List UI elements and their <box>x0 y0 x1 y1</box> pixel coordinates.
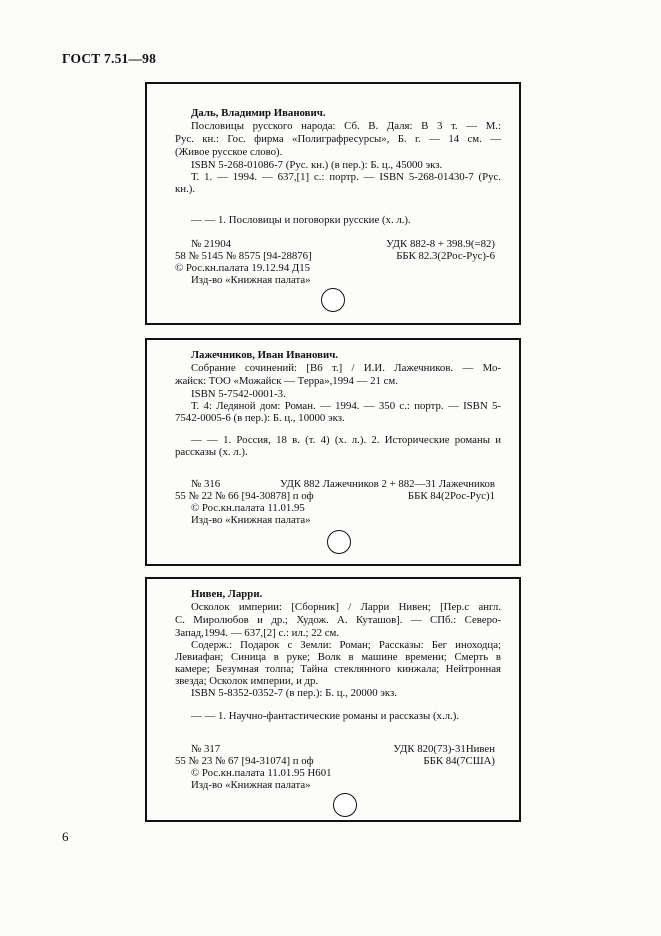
catalog-card-niven <box>145 577 521 822</box>
card-udk: УДК 882-8 + 398.9(=82) <box>386 238 495 250</box>
card-punch-hole <box>333 793 357 817</box>
card-udk: УДК 820(73)-31Нивен <box>393 743 495 755</box>
card-series-row <box>147 755 519 767</box>
card-series-row <box>147 250 519 262</box>
card-number-row <box>147 743 519 755</box>
card-series: 55 № 22 № 66 [94-30878] п оф <box>175 490 314 502</box>
card-description-line: Рус. кн.: Гос. фирма «Полиграфресурсы», Б. г. — 14 см. — <box>175 133 501 145</box>
card-publisher: Изд-во «Книжная палата» <box>191 274 311 286</box>
card-number: № 21904 <box>191 238 231 250</box>
card-heading: Нивен, Ларри. <box>191 588 263 600</box>
card-series: 55 № 23 № 67 [94-31074] п оф <box>175 755 314 767</box>
catalog-card-dal <box>145 82 521 325</box>
card-chamber: © Рос.кн.палата 11.01.95 <box>191 502 305 514</box>
card-description-line: (Живое русское слово). <box>175 146 283 158</box>
card-series-row <box>147 490 519 502</box>
card-heading: Лажечников, Иван Иванович. <box>191 349 338 361</box>
card-contents-line: камере; Безумная толпа; Тайна стеклянного кинжала; Нейтронная <box>175 663 501 675</box>
card-number-row <box>147 238 519 250</box>
card-chamber: © Рос.кн.палата 11.01.95 Н601 <box>191 767 332 779</box>
card-number: № 316 <box>191 478 221 490</box>
card-heading: Даль, Владимир Иванович. <box>191 107 326 119</box>
card-description-line: Пословицы русского народа: Сб. В. Даля: В 3 т. — М.: <box>191 120 501 132</box>
card-isbn-line: ISBN 5-8352-0352-7 (в пер.): Б. ц., 20000 экз. <box>191 687 397 699</box>
card-description-line: жайск: ТОО «Можайск — Терра»,1994 — 21 см. <box>175 375 398 387</box>
standard-header: ГОСТ 7.51—98 <box>62 51 157 66</box>
card-number: № 317 <box>191 743 221 755</box>
card-publisher: Изд-во «Книжная палата» <box>191 514 311 526</box>
card-subjects: — — 1. Россия, 18 в. (т. 4) (х. л.). 2. Исторические романы и <box>191 434 501 446</box>
card-volume-line: кн.). <box>175 183 196 195</box>
card-contents-line: звезда; Осколок империи, и др. <box>175 675 319 687</box>
card-bbk: ББК 82.3(2Рос-Рус)-6 <box>396 250 495 262</box>
card-description-line: С. Миролюбов и др.; Худож. А. Куташов]. — СПб.: Северо- <box>175 614 501 626</box>
card-udk: УДК 882 Лажечников 2 + 882—31 Лажечников <box>279 478 495 490</box>
card-publisher: Изд-во «Книжная палата» <box>191 779 311 791</box>
card-description-line: Осколок империи: [Сборник] / Ларри Нивен; [Пер.с англ. <box>191 601 501 613</box>
card-punch-hole <box>321 288 345 312</box>
card-bbk: ББК 84(7США) <box>423 755 495 767</box>
page-number: 6 <box>62 829 69 844</box>
card-contents-line: Левиафан; Синица в руке; Волк в машине времени; Смерть в <box>175 651 501 663</box>
card-chamber: © Рос.кн.палата 19.12.94 Д15 <box>175 262 311 274</box>
card-volume-line: 7542-0005-6 (в пер.): Б. ц., 10000 экз. <box>175 412 345 424</box>
card-number-row <box>147 478 519 490</box>
card-isbn-line: ISBN 5-268-01086-7 (Рус. кн.) (в пер.): Б. ц., 45000 экз. <box>191 159 443 171</box>
card-bbk: ББК 84(2Рос-Рус)1 <box>407 490 495 502</box>
card-description-line: Запад,1994. — 637,[2] с.: ил.; 22 см. <box>175 627 340 639</box>
card-volume-line: Т. 4: Ледяной дом: Роман. — 1994. — 350 с.: портр. — ISBN 5- <box>191 400 501 412</box>
card-punch-hole <box>327 530 351 554</box>
card-subjects: — — 1. Пословицы и поговорки русские (х. л.). <box>191 214 411 226</box>
card-volume-line: Т. 1. — 1994. — 637,[1] с.: портр. — ISBN 5-268-01430-7 (Рус. <box>191 171 501 183</box>
card-subjects: рассказы (х. л.). <box>175 446 248 458</box>
card-description-line: Собрание сочинений: [В6 т.] / И.И. Лажечников. — Мо- <box>191 362 501 374</box>
card-contents-line: Содерж.: Подарок с Земли: Роман; Рассказы: Бег иноходца; <box>191 639 501 651</box>
catalog-card-lazhechnikov <box>145 338 521 566</box>
card-subjects: — — 1. Научно-фантастические романы и рассказы (х.л.). <box>191 710 460 722</box>
card-isbn-line: ISBN 5-7542-0001-3. <box>191 388 286 400</box>
card-series: 58 № 5145 № 8575 [94-28876] <box>175 250 312 262</box>
